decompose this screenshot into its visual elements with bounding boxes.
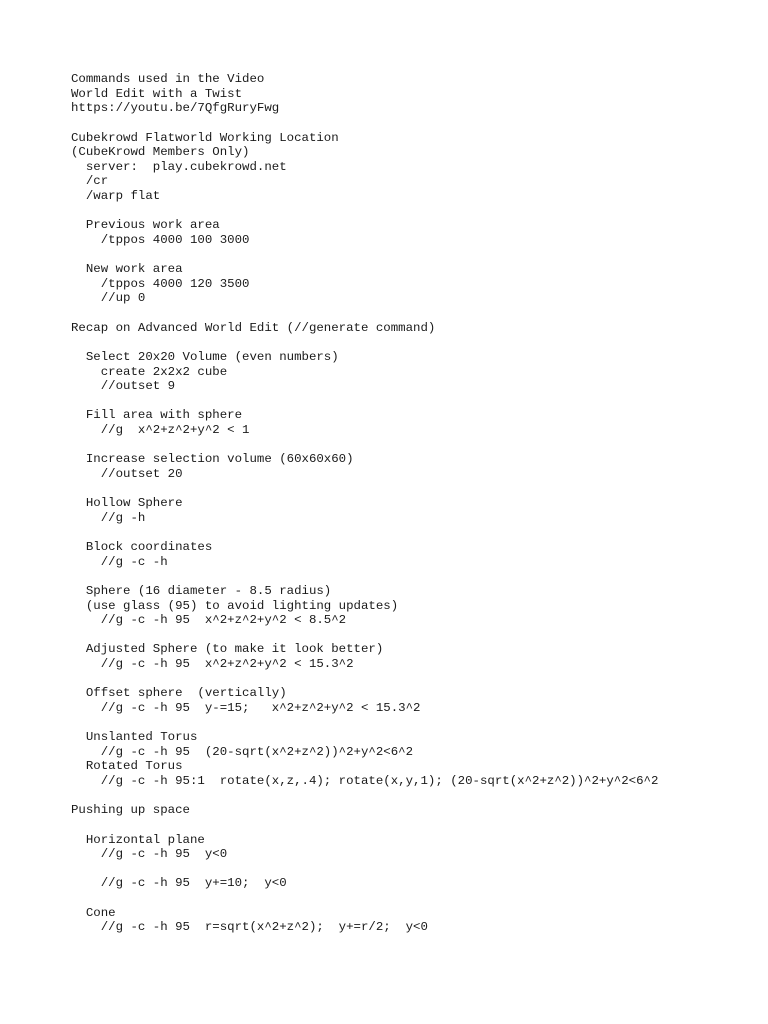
text-line: server: play.cubekrowd.net xyxy=(71,159,287,174)
text-line: //outset 9 xyxy=(71,379,176,394)
blank-line xyxy=(71,716,761,731)
text-line: Sphere (16 diameter - 8.5 radius) xyxy=(71,583,332,598)
text-line: (CubeKrowd Members Only) xyxy=(71,145,250,160)
text-line: Previous work area xyxy=(71,218,220,233)
blank-line xyxy=(71,818,761,833)
text-line: Offset sphere (vertically) xyxy=(71,686,287,701)
text-line: //g x^2+z^2+y^2 < 1 xyxy=(71,423,250,437)
text-line: /tppos 4000 120 3500 xyxy=(71,276,250,291)
text-line: Increase selection volume (60x60x60) xyxy=(71,452,354,467)
text-line: World Edit with a Twist xyxy=(71,86,243,101)
blank-line xyxy=(71,306,761,321)
text-line: Horizontal plane xyxy=(71,832,205,847)
text-line: //g -c -h 95 y-=15; x^2+z^2+y^2 < 15.3^2 xyxy=(71,700,421,715)
text-line: /tppos 4000 100 3000 xyxy=(71,232,250,247)
text-line: Unslanted Torus xyxy=(71,730,198,745)
text-line: (use glass (95) to avoid lighting updates) xyxy=(71,598,399,613)
text-line: //g -c -h 95 y<0 xyxy=(71,847,228,862)
text-line: /warp flat xyxy=(71,189,161,203)
text-line: Rotated Torus xyxy=(71,759,183,774)
blank-line xyxy=(71,789,761,804)
text-line: Select 20x20 Volume (even numbers) xyxy=(71,349,339,364)
text-line: //g -c -h 95:1 rotate(x,z,.4); rotate(x,y,1); (20-sqrt(x^2+z^2))^2+y^2<6^2 xyxy=(71,774,659,788)
blank-line xyxy=(71,672,761,687)
blank-line xyxy=(71,628,761,643)
text-line: //g -c -h 95 (20-sqrt(x^2+z^2))^2+y^2<6^2 xyxy=(71,744,414,759)
blank-line xyxy=(71,482,761,497)
text-line: Hollow Sphere xyxy=(71,496,183,511)
text-line: //g -h xyxy=(71,510,146,525)
text-line: Cone xyxy=(71,905,116,920)
text-line: //g -c -h 95 r=sqrt(x^2+z^2); y+=r/2; y<0 xyxy=(71,920,428,935)
text-line: create 2x2x2 cube xyxy=(71,364,228,379)
text-line: //up 0 xyxy=(71,291,146,306)
blank-line xyxy=(71,438,761,453)
text-line: Fill area with sphere xyxy=(71,408,243,423)
text-line: Commands used in the Video xyxy=(71,72,265,86)
blank-line xyxy=(71,525,761,540)
text-line: //g -c -h 95 x^2+z^2+y^2 < 8.5^2 xyxy=(71,613,347,628)
blank-line xyxy=(71,862,761,877)
blank-line xyxy=(71,891,761,906)
text-line: Block coordinates xyxy=(71,540,213,554)
blank-line xyxy=(71,335,761,350)
text-line: //g -c -h xyxy=(71,554,168,569)
text-line: /cr xyxy=(71,174,109,189)
text-line: Cubekrowd Flatworld Working Location xyxy=(71,130,339,145)
text-line: https://youtu.be/7QfgRuryFwg xyxy=(71,101,280,116)
text-line: Recap on Advanced World Edit (//generate command) xyxy=(71,320,436,335)
text-line: Pushing up space xyxy=(71,803,190,818)
text-line: Adjusted Sphere (to make it look better) xyxy=(71,642,384,657)
blank-line xyxy=(71,248,761,263)
blank-line xyxy=(71,569,761,584)
document-page xyxy=(71,72,761,935)
text-line: //g -c -h 95 x^2+z^2+y^2 < 15.3^2 xyxy=(71,657,354,671)
text-line: New work area xyxy=(71,262,183,277)
blank-line xyxy=(71,394,761,409)
blank-line xyxy=(71,204,761,219)
text-line: //outset 20 xyxy=(71,466,183,481)
blank-line xyxy=(71,116,761,131)
text-line: //g -c -h 95 y+=10; y<0 xyxy=(71,876,287,891)
